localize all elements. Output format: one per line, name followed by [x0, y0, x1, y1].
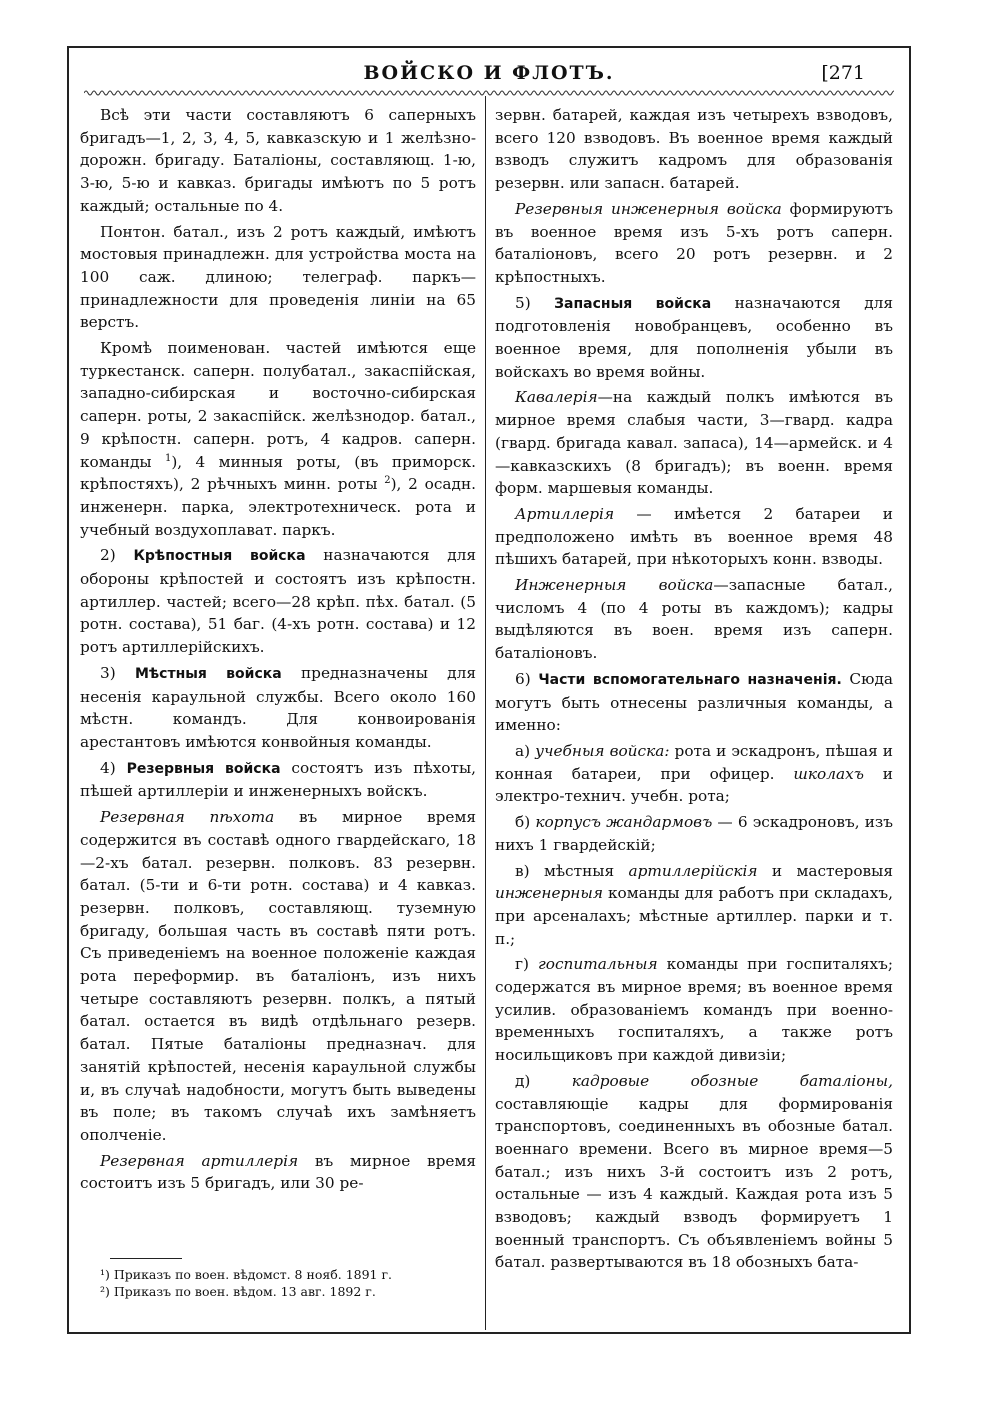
left-column — [80, 104, 476, 1195]
italic-term: корпусъ жандармовъ — [535, 813, 713, 832]
bold-heading: Мѣстныя войска — [134, 665, 282, 682]
paragraph — [80, 104, 476, 218]
footnote-2: ²) Приказъ по воен. вѣдом. 13 авг. 1892 г. — [100, 1284, 376, 1299]
footnote-ref: 1 — [164, 452, 172, 464]
text-run: состоятъ изъ пѣхоты, пѣшей артиллеріи и инженерныхъ войскъ. — [80, 758, 477, 801]
footnote-rule — [110, 1258, 182, 1259]
text-run: составляющіе кадры для формированія транспортовъ, соединенныхъ въ обозные батал. военнаго времени. Всего въ мирное время—5 батал.; изъ нихъ 3-й состоитъ изъ 2 ротъ, остальные — изъ 4 каждый. Каждая рота изъ 5 взводовъ; каждый взводъ формируетъ 1 военный транспортъ. Съ объявленіемъ войны 5 батал. развертываются въ 18 обозныхъ бата- — [495, 1094, 893, 1272]
text-run: б) — [515, 813, 536, 832]
paragraph — [80, 662, 476, 754]
text-run: въ мирное время состоитъ изъ 5 бригадъ, или 30 ре- — [80, 1151, 476, 1193]
text-run: формируютъ въ военное время изъ 5-хъ ротъ саперн. баталіоновъ, всего 20 ротъ резервн. и 2 крѣпостныхъ. — [495, 199, 893, 286]
paragraph — [80, 1150, 476, 1195]
running-head — [67, 58, 911, 92]
bold-heading: Запасныя войска — [554, 295, 712, 312]
text-run: — 6 эскадроновъ, изъ нихъ 1 гвардейскій; — [495, 813, 893, 854]
italic-term: кадровые обозные баталіоны, — [571, 1071, 893, 1090]
text-run: в) мѣстныя — [515, 861, 629, 880]
text-run: и мастеровыя — [757, 861, 893, 880]
text-run: предназначены для несенія караульной службы. Всего около 160 мѣстн. командъ. Для конвоированія арестантовъ имѣются конвойныя команды. — [80, 663, 476, 751]
bold-heading: Части вспомогательнаго назначенія. — [538, 671, 842, 688]
italic-term: школахъ — [793, 764, 864, 783]
paragraph — [495, 811, 893, 856]
italic-term: Резервныя инженерныя войска — [515, 199, 782, 218]
text-run: назначаются для подготовленія новобранцевъ, особенно въ военное время, для пополненія убыли въ войскахъ во время войны. — [495, 293, 893, 381]
paragraph — [80, 757, 476, 803]
italic-term: Кавалерія — [515, 388, 598, 407]
wavy-rule — [84, 88, 894, 98]
text-run: ), 2 осадн. инженерн. парка, электротехническ. рота и учебный воздухоплават. паркъ. — [80, 475, 476, 539]
bold-heading: Крѣпостныя войска — [133, 548, 306, 565]
paragraph — [495, 953, 893, 1067]
page-number: [271 — [821, 62, 865, 84]
paragraph — [495, 860, 893, 951]
paragraph — [495, 668, 893, 737]
text-run: Понтон. батал., изъ 2 ротъ каждый, имѣютъ мостовыя принадлежн. для устройства моста на 100 саж. длиною; телеграф. паркъ—принадлежности для проведенія линіи на 65 верстъ. — [80, 222, 476, 332]
paragraph — [495, 574, 893, 665]
italic-term: инженерныя — [495, 884, 603, 903]
italic-term: артиллерійскія — [628, 861, 758, 880]
text-run: Кромѣ поименован. частей имѣются еще туркестанск. саперн. полубатал., закаспійская, западно-сибирская и восточно-сибирская саперн. роты, 2 закаспійск. желѣзнодор. батал., 9 крѣпостн. саперн. ротъ, 4 кадров. саперн. команды — [80, 339, 476, 471]
italic-term: госпитальныя — [538, 955, 658, 974]
text-run: назначаются для обороны крѣпостей и состоятъ изъ крѣпостн. артиллер. частей; всего—28 крѣп. пѣх. батал. (5 ротн. состава), 51 баг. (4-хъ ротн. состава) и 12 ротъ артиллерійскихъ. — [80, 546, 476, 657]
paragraph — [495, 292, 893, 384]
paragraph — [495, 104, 893, 195]
paragraph — [495, 1070, 893, 1274]
text-run: д) — [515, 1071, 572, 1090]
footnote-ref: 2 — [384, 475, 391, 487]
text-run: и электро-технич. учебн. рота; — [495, 764, 893, 806]
bold-heading: Резервныя войска — [126, 760, 281, 777]
text-run: 3) — [100, 663, 135, 682]
text-run: Всѣ эти части составляютъ 6 саперныхъ бригадъ—1, 2, 3, 4, 5, кавказскую и 1 желѣзно-дорожн. бригаду. Баталіоны, составляющ. 1-ю, 3-ю, 5-ю и кавказ. бригады имѣютъ по 5 ротъ каждый; остальные по 4. — [80, 106, 476, 215]
right-column — [495, 104, 893, 1274]
text-run: 6) — [515, 669, 539, 688]
italic-term: Резервная артиллерія — [100, 1151, 299, 1170]
text-run: въ мирное время содержится въ составѣ одного гвардейскаго, 18—2-хъ батал. резервн. полковъ. 83 резервн. батал. (5-ти и 6-ти ротн. состава) и 4 кавказ. резервн. полковъ, составляющ. туземную бригаду, большая часть въ составѣ пяти ротъ. Съ приведеніемъ на военное положеніе каждая рота переформир. въ баталіонъ, изъ нихъ четыре составляютъ резервн. полкъ, а пятый батал. остается въ видѣ отдѣльнаго резерв. батал. Пятые баталіоны предназнач. для занятій крѣпостей, несенія караульной службы и, въ случаѣ надобности, могутъ быть выведены въ поле; въ такомъ случаѣ ихъ замѣняетъ ополченіе. — [80, 808, 477, 1144]
text-run: зервн. батарей, каждая изъ четырехъ взводовъ, всего 120 взводовъ. Въ военное время каждый взводъ служитъ кадромъ для образованія резервн. или запасн. батарей. — [495, 106, 893, 193]
text-run: ), 4 минныя роты, (въ приморск. крѣпостяхъ), 2 рѣчныхъ минн. роты — [80, 452, 476, 494]
text-run: —запасные батал., числомъ 4 (по 4 роты въ каждомъ); кадры выдѣляются въ воен. время изъ саперн. баталіоновъ. — [495, 576, 893, 663]
paragraph — [495, 198, 893, 289]
paragraph — [80, 221, 476, 335]
text-run: — имѣется 2 батареи и предположено имѣть въ военное время 48 пѣшихъ батарей, при нѣкоторыхъ конн. взводы. — [495, 504, 893, 569]
text-run: команды при госпиталяхъ; содержатся въ мирное время; въ военное время усилив. образованіемъ командъ при военно-временныхъ госпиталяхъ, а также ротъ носильщиковъ при каждой дивизіи; — [495, 955, 893, 1065]
footnotes — [100, 1266, 470, 1300]
paragraph — [495, 740, 893, 808]
paragraph — [80, 544, 476, 659]
italic-term: Инженерныя войска — [515, 576, 714, 595]
paragraph — [80, 806, 476, 1147]
italic-term: Артиллерія — [515, 504, 615, 523]
text-run: г) — [515, 955, 538, 974]
paragraph — [495, 503, 893, 571]
text-run: Сюда могутъ быть отнесены различныя команды, а именно: — [495, 669, 893, 735]
text-run: 2) — [100, 546, 134, 565]
column-divider — [485, 96, 486, 1330]
text-run: 4) — [100, 758, 127, 777]
italic-term: учебныя войска: — [535, 741, 670, 760]
paragraph — [495, 386, 893, 500]
text-run: а) — [515, 741, 536, 760]
italic-term: Резервная пѣхота — [100, 808, 275, 827]
text-run: рота и эскадронъ, пѣшая и конная батареи, при офицер. — [495, 741, 893, 783]
running-title: ВОЙСКО И ФЛОТЪ. — [363, 62, 615, 84]
paragraph — [80, 337, 476, 541]
footnote-1: ¹) Приказъ по воен. вѣдомст. 8 нояб. 1891 г. — [100, 1267, 393, 1282]
text-run: команды для работъ при складахъ, при арсеналахъ; мѣстные артиллер. парки и т. п.; — [495, 884, 893, 948]
text-run: —на каждый полкъ имѣются въ мирное время слабыя части, 3—гвард. кадра (гвард. бригада кавал. запаса), 14—армейск. и 4—кавказскихъ (8 бригадъ); въ военн. время форм. маршевыя команды. — [495, 388, 893, 498]
text-run: 5) — [515, 293, 555, 312]
